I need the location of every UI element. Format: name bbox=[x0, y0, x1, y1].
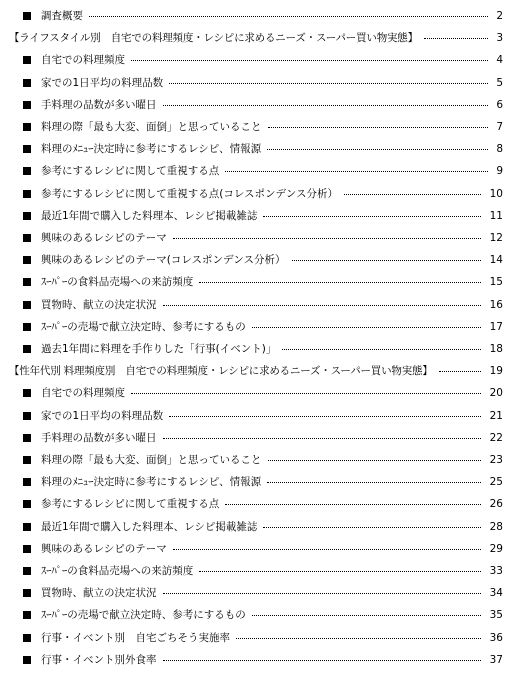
dot-leader bbox=[268, 127, 488, 128]
toc-page-number: 18 bbox=[489, 343, 503, 355]
toc-section-heading bbox=[0, 360, 508, 382]
toc-entry-title: 行事・イベント別 自宅ごちそう実施率 bbox=[41, 631, 230, 644]
toc-entry-title: 参考にするレシピに関して重視する点 bbox=[41, 498, 220, 511]
toc-entry-title: 興味のあるレシピのテーマ bbox=[41, 542, 167, 555]
toc-entry-title: 過去1年間に料理を手作りした「行事(イベント)」 bbox=[41, 343, 277, 355]
dot-leader bbox=[169, 416, 481, 417]
toc-entry bbox=[0, 627, 508, 649]
dot-leader bbox=[267, 149, 488, 150]
toc-page-number: 35 bbox=[489, 609, 503, 622]
toc-entry-title: 手料理の品数が多い曜日 bbox=[41, 431, 157, 444]
square-bullet-icon bbox=[23, 611, 31, 619]
toc-page-number: 17 bbox=[489, 320, 503, 333]
toc-entry bbox=[0, 271, 508, 293]
toc-page-number: 14 bbox=[489, 254, 503, 267]
square-bullet-icon bbox=[23, 56, 31, 64]
dot-leader bbox=[199, 571, 481, 572]
square-bullet-icon bbox=[23, 323, 31, 331]
square-bullet-icon bbox=[23, 12, 31, 20]
square-bullet-icon bbox=[23, 101, 31, 109]
square-bullet-icon bbox=[23, 434, 31, 442]
toc-entry bbox=[0, 538, 508, 560]
toc-page-number: 25 bbox=[489, 476, 503, 489]
dot-leader bbox=[163, 438, 481, 439]
toc-entry-title: 興味のあるレシピのテーマ(コレスポンデンス分析） bbox=[41, 254, 286, 267]
dot-leader bbox=[236, 638, 481, 639]
toc-entry bbox=[0, 582, 508, 604]
toc-entry-title: 自宅での料理頻度 bbox=[41, 54, 125, 67]
toc-page-number: 21 bbox=[489, 409, 503, 422]
toc-page-number: 10 bbox=[489, 187, 503, 200]
dot-leader bbox=[267, 482, 481, 483]
dot-leader bbox=[292, 260, 481, 261]
toc-entry-title: 手料理の品数が多い曜日 bbox=[41, 98, 157, 111]
dot-leader bbox=[163, 305, 481, 306]
toc-entry bbox=[0, 183, 508, 205]
square-bullet-icon bbox=[23, 656, 31, 664]
toc-page-number: 33 bbox=[489, 565, 503, 577]
toc-entry-title: ｽｰﾊﾟｰの食料品売場への来訪頻度 bbox=[41, 276, 194, 289]
toc-entry bbox=[0, 249, 508, 271]
toc-entry bbox=[0, 116, 508, 138]
toc-section-heading bbox=[0, 27, 508, 49]
toc-entry bbox=[0, 493, 508, 515]
toc-entry bbox=[0, 316, 508, 338]
dot-leader bbox=[163, 105, 488, 106]
square-bullet-icon bbox=[23, 589, 31, 597]
toc-entry bbox=[0, 5, 508, 27]
toc-entry bbox=[0, 338, 508, 360]
toc-entry-title: 家での1日平均の料理品数 bbox=[41, 409, 164, 422]
toc-entry bbox=[0, 649, 508, 671]
square-bullet-icon bbox=[23, 456, 31, 464]
toc-page-number: 22 bbox=[489, 431, 503, 444]
toc-entry bbox=[0, 94, 508, 116]
toc-entry bbox=[0, 604, 508, 626]
square-bullet-icon bbox=[23, 345, 31, 353]
toc-entry-title: 自宅での料理頻度 bbox=[41, 387, 125, 400]
toc-page-number: 16 bbox=[489, 298, 503, 311]
toc-entry bbox=[0, 427, 508, 449]
toc-page-number: 6 bbox=[496, 98, 503, 111]
toc-entry-title: 行事・イベント別外食率 bbox=[41, 653, 157, 666]
toc-entry-title: 参考にするレシピに関して重視する点(コレスポンデンス分析） bbox=[41, 187, 338, 200]
toc-entry bbox=[0, 405, 508, 427]
toc-entry bbox=[0, 72, 508, 94]
dot-leader bbox=[225, 171, 488, 172]
square-bullet-icon bbox=[23, 190, 31, 198]
square-bullet-icon bbox=[23, 389, 31, 397]
dot-leader bbox=[268, 460, 481, 461]
dot-leader bbox=[169, 83, 488, 84]
square-bullet-icon bbox=[23, 79, 31, 87]
dot-leader bbox=[163, 593, 481, 594]
square-bullet-icon bbox=[23, 523, 31, 531]
toc-entry-title: ｽｰﾊﾟｰの売場で献立決定時、参考にするもの bbox=[41, 320, 246, 333]
square-bullet-icon bbox=[23, 301, 31, 309]
toc-entry bbox=[0, 49, 508, 71]
toc-entry-title: 参考にするレシピに関して重視する点 bbox=[41, 165, 220, 178]
toc-entry bbox=[0, 138, 508, 160]
dot-leader bbox=[263, 527, 481, 528]
square-bullet-icon bbox=[23, 278, 31, 286]
square-bullet-icon bbox=[23, 234, 31, 242]
toc-entry-title: 最近1年間で購入した料理本、レシピ掲載雑誌 bbox=[41, 520, 258, 533]
dot-leader bbox=[173, 238, 481, 239]
toc-entry-title: 【性年代別 料理頻度別 自宅での料理頻度・レシピに求めるニーズ・スーパー買い物実態】 bbox=[9, 365, 433, 378]
toc-page-number: 23 bbox=[489, 454, 503, 466]
toc-entry bbox=[0, 227, 508, 249]
dot-leader bbox=[131, 393, 481, 394]
dot-leader bbox=[89, 16, 488, 17]
toc-entry-title: 最近1年間で購入した料理本、レシピ掲載雑誌 bbox=[41, 209, 258, 222]
dot-leader bbox=[282, 349, 481, 350]
toc-page-number: 3 bbox=[496, 32, 503, 45]
toc-page-number: 37 bbox=[489, 653, 503, 666]
toc-entry-title: 料理のﾒﾆｭｰ決定時に参考にするレシピ、情報源 bbox=[41, 143, 262, 156]
dot-leader bbox=[225, 504, 481, 505]
toc-page-number: 15 bbox=[489, 276, 503, 289]
toc-page-number: 26 bbox=[489, 498, 503, 511]
dot-leader bbox=[199, 282, 481, 283]
toc-page-number: 20 bbox=[489, 387, 503, 400]
toc-page-number: 19 bbox=[489, 365, 503, 378]
square-bullet-icon bbox=[23, 145, 31, 153]
square-bullet-icon bbox=[23, 212, 31, 220]
square-bullet-icon bbox=[23, 545, 31, 553]
toc-entry-title: 【ライフスタイル別 自宅での料理頻度・レシピに求めるニーズ・スーパー買い物実態】 bbox=[9, 32, 418, 45]
toc-entry bbox=[0, 160, 508, 182]
toc-page-number: 11 bbox=[489, 209, 503, 222]
square-bullet-icon bbox=[23, 412, 31, 420]
toc-entry-title: 買物時、献立の決定状況 bbox=[41, 298, 157, 311]
toc-page-number: 4 bbox=[496, 54, 503, 67]
square-bullet-icon bbox=[23, 256, 31, 264]
toc-page-number: 5 bbox=[496, 76, 503, 89]
toc-page-number: 28 bbox=[489, 520, 503, 533]
toc-entry-title: ｽｰﾊﾟｰの売場で献立決定時、参考にするもの bbox=[41, 609, 246, 622]
toc-entry bbox=[0, 205, 508, 227]
dot-leader bbox=[252, 327, 481, 328]
dot-leader bbox=[263, 216, 481, 217]
toc-entry-title: 家での1日平均の料理品数 bbox=[41, 76, 164, 89]
dot-leader bbox=[173, 549, 481, 550]
square-bullet-icon bbox=[23, 123, 31, 131]
toc-page-number: 12 bbox=[489, 232, 503, 244]
square-bullet-icon bbox=[23, 500, 31, 508]
dot-leader bbox=[131, 60, 488, 61]
square-bullet-icon bbox=[23, 478, 31, 486]
toc-entry-title: ｽｰﾊﾟｰの食料品売場への来訪頻度 bbox=[41, 565, 194, 577]
toc-page-number: 29 bbox=[489, 542, 503, 555]
toc-entry-title: 料理の際「最も大変、面倒」と思っていること bbox=[41, 121, 262, 133]
square-bullet-icon bbox=[23, 167, 31, 175]
square-bullet-icon bbox=[23, 567, 31, 575]
toc-entry-title: 料理の際「最も大変、面倒」と思っていること bbox=[41, 454, 262, 466]
toc-entry bbox=[0, 471, 508, 493]
square-bullet-icon bbox=[23, 634, 31, 642]
dot-leader bbox=[344, 194, 481, 195]
toc-page-number: 36 bbox=[489, 631, 503, 644]
dot-leader bbox=[252, 615, 481, 616]
toc-page-number: 34 bbox=[489, 587, 503, 600]
toc-entry bbox=[0, 449, 508, 471]
toc-entry bbox=[0, 516, 508, 538]
toc-entry-title: 料理のﾒﾆｭｰ決定時に参考にするレシピ、情報源 bbox=[41, 476, 262, 489]
toc-entry bbox=[0, 294, 508, 316]
toc-entry bbox=[0, 560, 508, 582]
toc-page-number: 7 bbox=[496, 121, 503, 133]
toc-page-number: 9 bbox=[496, 165, 503, 178]
toc-page-number: 2 bbox=[496, 10, 503, 22]
toc-page-number: 8 bbox=[496, 143, 503, 156]
toc-entry-title: 興味のあるレシピのテーマ bbox=[41, 232, 167, 244]
toc-entry bbox=[0, 382, 508, 404]
toc-entry-title: 調査概要 bbox=[41, 10, 83, 22]
dot-leader bbox=[163, 660, 481, 661]
toc-entry-title: 買物時、献立の決定状況 bbox=[41, 587, 157, 600]
